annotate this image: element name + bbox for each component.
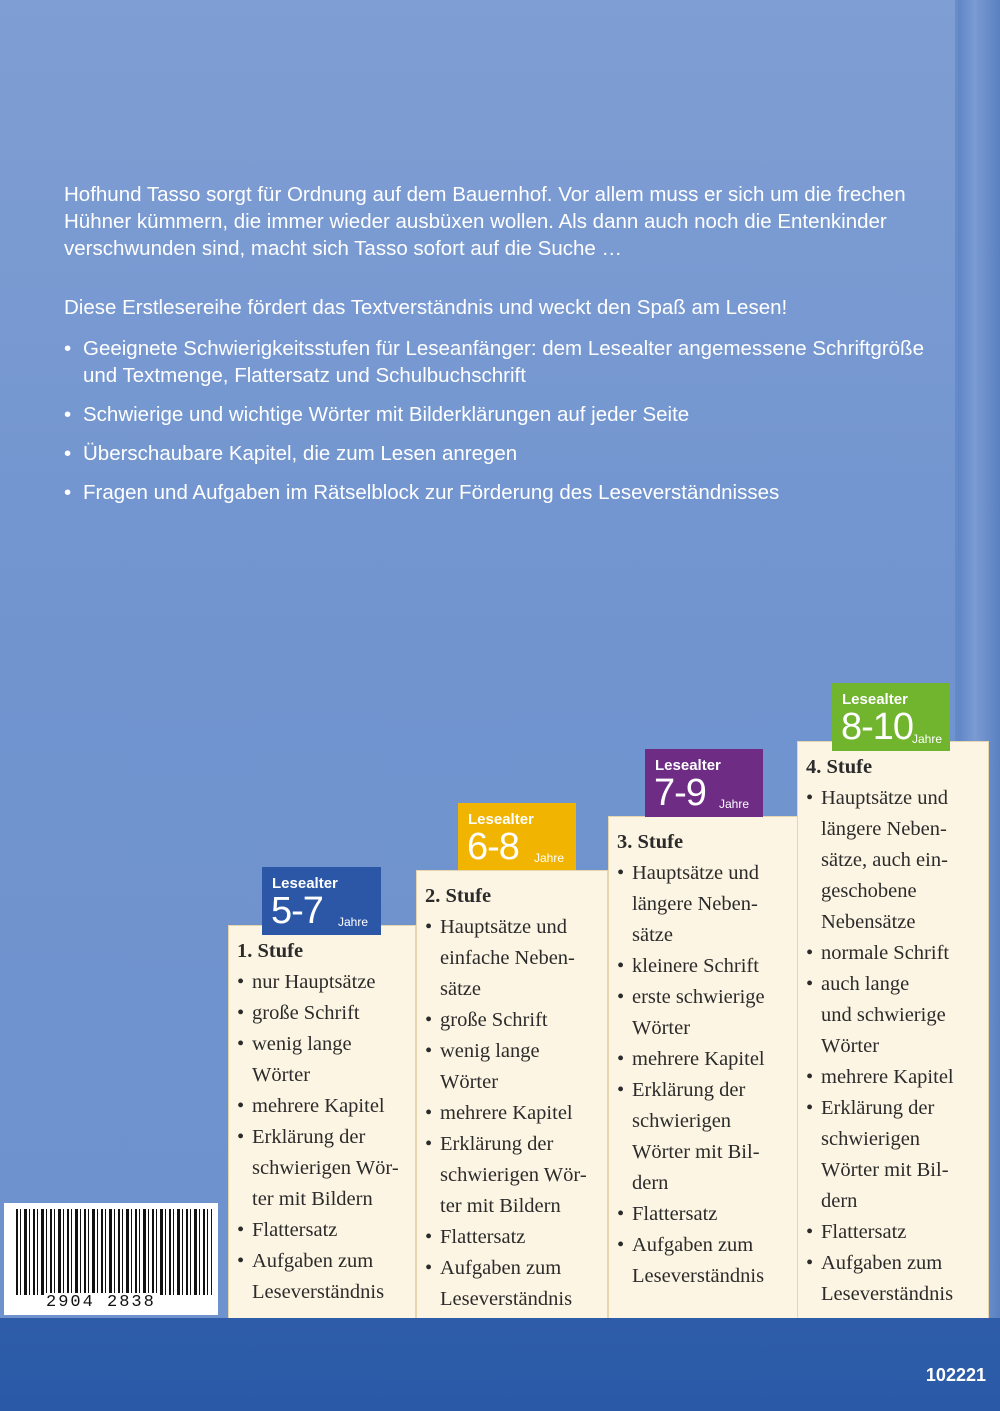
feature-list bbox=[64, 335, 944, 518]
step-item: • Erklärung der schwierigen Wör- ter mit Bildern bbox=[237, 1122, 413, 1215]
step-item: • mehrere Kapitel bbox=[425, 1098, 605, 1129]
step-title: 4. Stufe bbox=[806, 756, 873, 778]
step-item: • kleinere Schrift bbox=[617, 951, 797, 982]
feature-item: • Geeignete Schwierigkeitsstufen für Leseanfänger: dem Lesealter angemessene Schriftgröße und Textmenge, Flattersatz und Schulbuchschrift bbox=[64, 335, 944, 389]
age-badge-7-9 bbox=[645, 749, 763, 817]
product-code: 102221 bbox=[925, 1365, 986, 1385]
barcode-number: 2904 2838 bbox=[46, 1293, 156, 1312]
step-item: • mehrere Kapitel bbox=[806, 1062, 986, 1093]
step-item: • nur Hauptsätze bbox=[237, 967, 413, 998]
step-item: • Erklärung der schwierigen Wörter mit Bil- dern bbox=[617, 1075, 797, 1199]
step-item: • normale Schrift bbox=[806, 938, 986, 969]
step-item: • wenig lange Wörter bbox=[237, 1029, 413, 1091]
barcode bbox=[4, 1203, 218, 1315]
badge-label: Lesealter bbox=[272, 875, 338, 892]
reading-level-step-4 bbox=[797, 741, 989, 1320]
step-item: • Aufgaben zum Leseverständnis bbox=[425, 1253, 605, 1315]
step-content bbox=[806, 752, 986, 1310]
step-item: • große Schrift bbox=[237, 998, 413, 1029]
step-item: • wenig lange Wörter bbox=[425, 1036, 605, 1098]
badge-unit: Jahre bbox=[912, 732, 943, 746]
step-list bbox=[237, 967, 413, 1308]
badge-unit: Jahre bbox=[338, 915, 369, 929]
age-badge-5-7 bbox=[262, 867, 381, 935]
step-item: • Erklärung der schwierigen Wörter mit Bil- dern bbox=[806, 1093, 986, 1217]
step-item: • Erklärung der schwierigen Wör- ter mit Bildern bbox=[425, 1129, 605, 1222]
step-item: • große Schrift bbox=[425, 1005, 605, 1036]
badge-unit: Jahre bbox=[719, 797, 750, 811]
age-badge-8-10 bbox=[832, 683, 950, 751]
step-item: • auch lange und schwierige Wörter bbox=[806, 969, 986, 1062]
step-item: • Hauptsätze und einfache Neben- sätze bbox=[425, 912, 605, 1005]
reading-level-step-3 bbox=[608, 816, 800, 1320]
badge-age: 5-7 bbox=[271, 890, 323, 932]
feature-item: • Fragen und Aufgaben im Rätselblock zur Förderung des Leseverständnisses bbox=[64, 479, 944, 506]
step-item: • Hauptsätze und längere Neben- sätze, auch ein- geschobene Nebensätze bbox=[806, 783, 986, 938]
step-content bbox=[617, 827, 797, 1292]
barcode-bars bbox=[16, 1209, 212, 1295]
series-lead: Diese Erstlesereihe fördert das Textverständnis und weckt den Spaß am Lesen! bbox=[64, 296, 788, 319]
step-item: • mehrere Kapitel bbox=[617, 1044, 797, 1075]
step-item: • Aufgaben zum Leseverständnis bbox=[806, 1248, 986, 1310]
badge-age: 7-9 bbox=[654, 772, 706, 814]
step-title: 2. Stufe bbox=[425, 885, 492, 907]
step-item: • Flattersatz bbox=[617, 1199, 797, 1230]
badge-label: Lesealter bbox=[842, 691, 908, 708]
footer-band bbox=[0, 1318, 1000, 1411]
step-item: • Aufgaben zum Leseverständnis bbox=[617, 1230, 797, 1292]
step-item: • mehrere Kapitel bbox=[237, 1091, 413, 1122]
step-list bbox=[425, 912, 605, 1315]
reading-level-step-1 bbox=[228, 925, 416, 1320]
badge-label: Lesealter bbox=[655, 757, 721, 774]
step-item: • Hauptsätze und längere Neben- sätze bbox=[617, 858, 797, 951]
step-content bbox=[425, 881, 605, 1315]
step-item: • Aufgaben zum Leseverständnis bbox=[237, 1246, 413, 1308]
step-item: • Flattersatz bbox=[806, 1217, 986, 1248]
reading-level-step-2 bbox=[416, 870, 608, 1320]
feature-item: • Überschaubare Kapitel, die zum Lesen anregen bbox=[64, 440, 944, 467]
step-item: • Flattersatz bbox=[425, 1222, 605, 1253]
step-title: 1. Stufe bbox=[237, 940, 304, 962]
story-blurb: Hofhund Tasso sorgt für Ordnung auf dem Bauernhof. Vor allem muss er sich um die frechen Hühner kümmern, die immer wieder ausbüxen wollen. Als dann auch noch die Entenkinder verschwunden sind, macht sich Tasso sofort auf die Suche … bbox=[64, 183, 906, 260]
step-list bbox=[806, 783, 986, 1310]
step-content bbox=[237, 936, 413, 1308]
badge-age: 8-10 bbox=[841, 706, 914, 748]
feature-item: • Schwierige und wichtige Wörter mit Bilderklärungen auf jeder Seite bbox=[64, 401, 944, 428]
badge-age: 6-8 bbox=[467, 826, 519, 868]
badge-unit: Jahre bbox=[534, 851, 565, 865]
badge-label: Lesealter bbox=[468, 811, 534, 828]
step-title: 3. Stufe bbox=[617, 831, 684, 853]
step-item: • erste schwierige Wörter bbox=[617, 982, 797, 1044]
step-list bbox=[617, 858, 797, 1292]
age-badge-6-8 bbox=[458, 803, 576, 870]
step-item: • Flattersatz bbox=[237, 1215, 413, 1246]
